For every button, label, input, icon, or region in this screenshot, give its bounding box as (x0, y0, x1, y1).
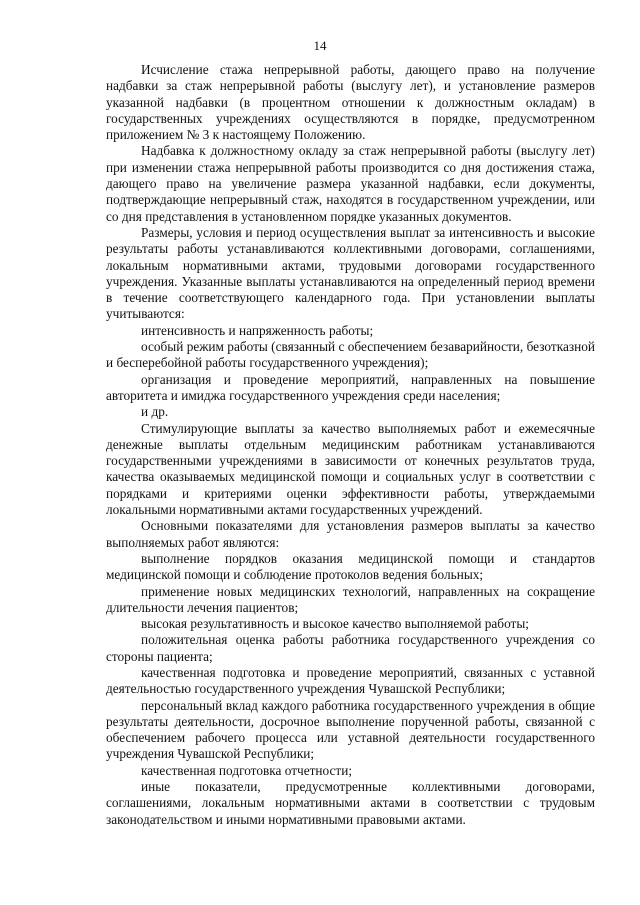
list-item: особый режим работы (связанный с обеспечением безаварийности, безотказной и бесперебойной работы государственного учреждения); (106, 339, 595, 371)
list-item: применение новых медицинских технологий, направленных на сокращение длительности лечения пациентов; (106, 583, 595, 615)
list-item: качественная подготовка отчетности; (141, 762, 353, 778)
page-number: 14 (313, 38, 327, 53)
paragraph: Исчисление стажа непрерывной работы, дающего право на получение надбавки за стаж непрерывной работы (выслугу лет), и установление размеров указанной надбавки (в процентном отношении к должностным окладам) в государственных учреждениях осуществляются в порядке, предусмотренном приложением № 3 к настоящему Положению. (106, 62, 595, 143)
paragraph: Размеры, условия и период осуществления выплат за интенсивность и высокие результаты работы устанавливаются коллективными договорами, соглашениями, локальным нормативными актами, трудовыми договорами государственного учреждения. Указанные выплаты устанавливаются на определенный период времени в течение соответствующего календарного года. При установлении выплаты учитываются: (106, 224, 595, 322)
list-item: положительная оценка работы работника государственного учреждения со стороны пациента; (106, 632, 595, 664)
paragraph: Надбавка к должностному окладу за стаж непрерывной работы (выслугу лет) при изменении стажа непрерывной работы производится со дня достижения стажа, дающего право на увеличение размера указанной надбавки, если документы, подтверждающие непрерывный стаж, находятся в государственном учреждении, или со дня представления в установленном порядке указанных документов. (106, 143, 595, 224)
list-item: организация и проведение мероприятий, направленных на повышение авторитета и имиджа государственного учреждения среди населения; (106, 371, 595, 403)
list-item: качественная подготовка и проведение мероприятий, связанных с уставной деятельностью государственного учреждения Чувашской Республики; (106, 664, 595, 697)
list-item: выполнение порядков оказания медицинской помощи и стандартов медицинской помощи и соблюдение протоколов ведения больных; (106, 550, 595, 583)
list-item: и др. (141, 404, 169, 420)
list-item: интенсивность и напряженность работы; (141, 322, 374, 338)
list-item: персональный вклад каждого работника государственного учреждения в общие результаты деятельности, досрочное выполнение порученной работы, связанной с обеспечением рабочего процесса или уставной деятельности государственного учреждения Чувашской Республики; (106, 697, 595, 762)
paragraph: Основными показателями для установления размеров выплаты за качество выполняемых работ являются: (106, 518, 595, 550)
paragraph: Стимулирующие выплаты за качество выполняемых работ и ежемесячные денежные выплаты отдельным медицинским работникам устанавливаются государственными учреждениями в зависимости от конечных результатов труда, качества оказываемых медицинской помощи и социальных услуг в соответствии с порядками и критериями оценки эффективности работы, утверждаемыми локальными нормативными актами государственных учреждений. (106, 420, 595, 518)
document-body (106, 62, 595, 828)
list-item: высокая результативность и высокое качество выполняемой работы; (141, 616, 529, 632)
list-item: иные показатели, предусмотренные коллективными договорами, соглашениями, локальным нормативными актами в соответствии с трудовым законодательством и иными нормативными правовыми актами. (106, 779, 595, 827)
